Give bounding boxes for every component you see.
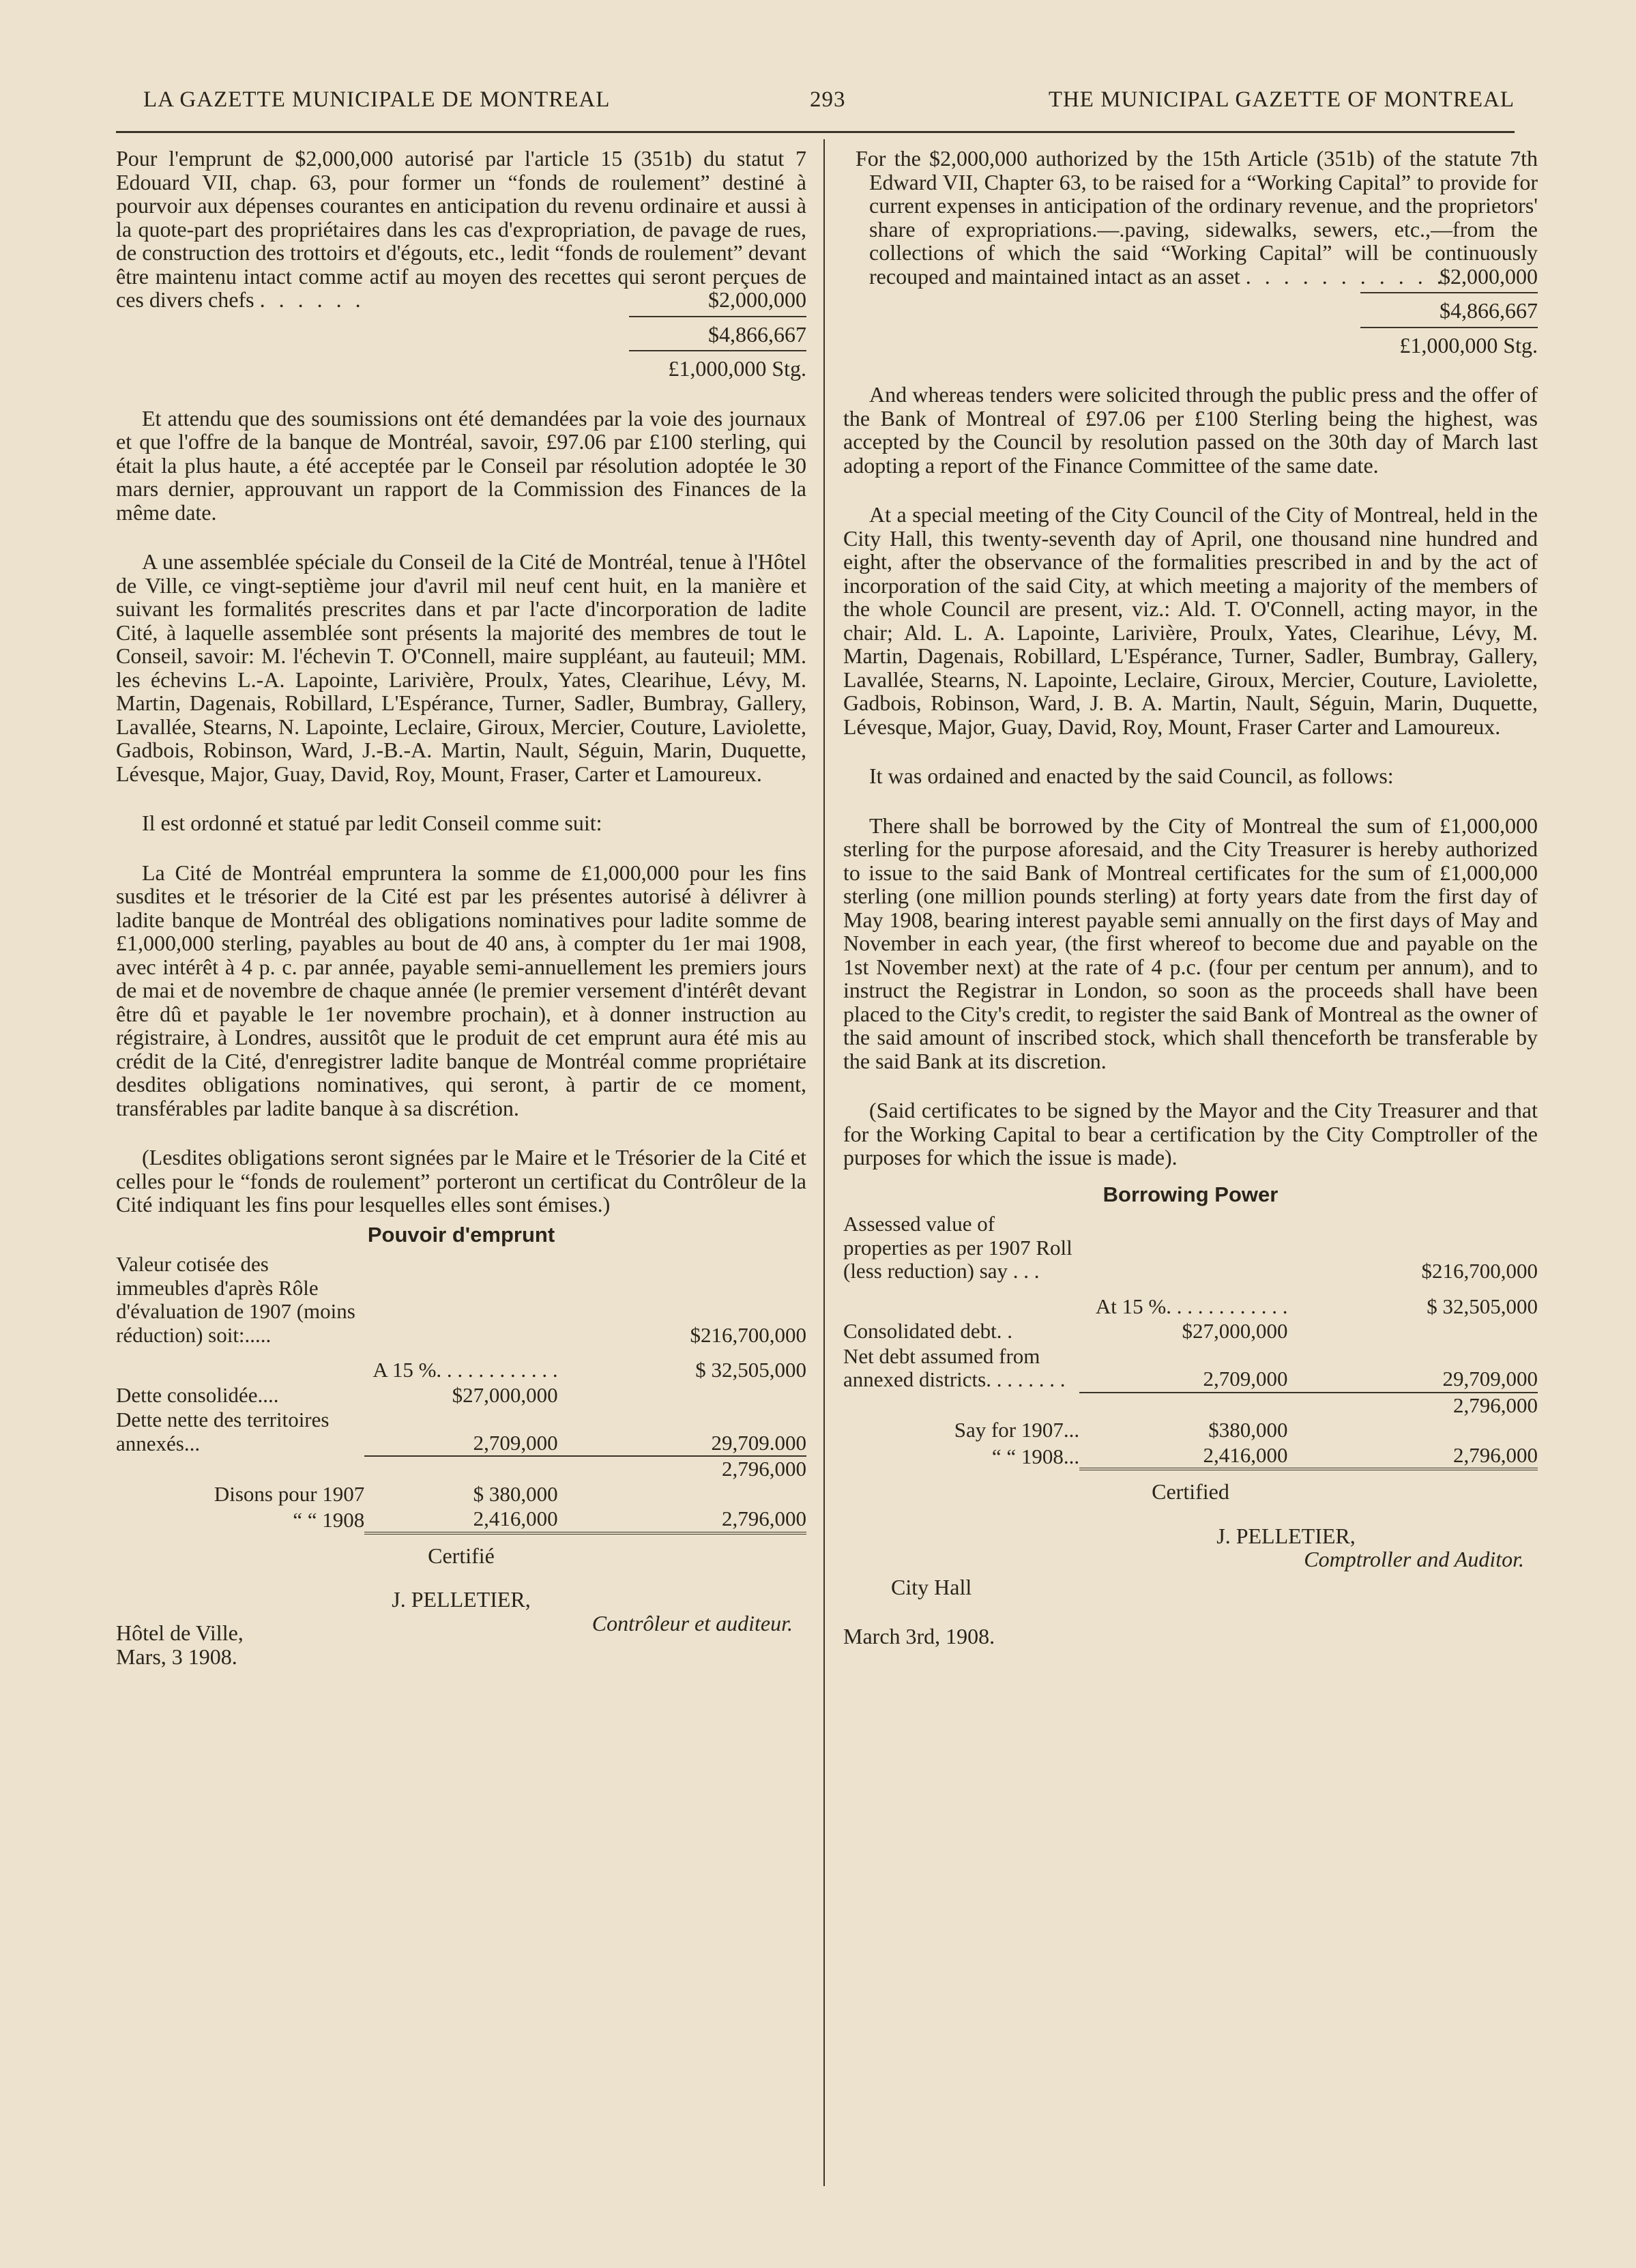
en-certificates-paragraph: (Said certificates to be signed by the Mayor and the City Treasurer and that for the Working Capital to bear a certification by the City Comptroller of the purposes for which the issue is made). <box>843 1098 1538 1169</box>
fr-net-debt-amount: 2,709,000 <box>473 1430 558 1455</box>
page-header <box>116 87 1515 128</box>
fr-loan-amount: $2,000,000 <box>708 287 806 312</box>
fr-consolidated-amount: $27,000,000 <box>452 1382 558 1407</box>
en-say-total: 2,796,000 <box>1453 1442 1538 1467</box>
fr-certificates-paragraph: (Lesdites obligations seront signées par le Maire et le Trésorier de la Cité et celles pour le “fonds de roulement” porteront un certificat du Contrôleur de la Cité indiquant les fins pour lesquelles elles sont émises.) <box>116 1145 806 1217</box>
column-divider <box>823 139 825 2186</box>
fr-total-rule <box>629 316 806 317</box>
french-column <box>116 147 806 1668</box>
fr-stg-rule <box>629 350 806 351</box>
en-consolidated-label: Consolidated debt. . <box>843 1319 1012 1343</box>
en-total-rule <box>1360 292 1538 293</box>
en-loan-text: For the $2,000,000 authorized by the 15th Article (351b) of the statute 7th Edward VII, Chapter 63, to be raised for a “Working Capital” to provide for current expenses in anticipation of the ordinary revenue, and the proprietors' share of expropriations.—.paving, sidewalks, sewers, etc.,—from the collections of which the said “Working Capital” will be continuously recouped and maintained intact as an asset <box>856 146 1538 289</box>
en-certified: Certified <box>1152 1479 1229 1504</box>
header-rule <box>116 131 1515 133</box>
en-say-1907-amount: $380,000 <box>1208 1418 1288 1442</box>
fr-balance: 2,796,000 <box>558 1456 806 1482</box>
fr-loan-paragraph <box>116 147 806 312</box>
en-borrowing-power-title: Borrowing Power <box>1102 1182 1279 1206</box>
en-place: City Hall <box>891 1574 972 1599</box>
fr-say-1907-label: Disons pour 1907 <box>214 1481 365 1506</box>
en-net-debt-total: 29,709,000 <box>1442 1367 1538 1391</box>
header-french-title: LA GAZETTE MUNICIPALE DE MONTREAL <box>143 87 611 112</box>
fr-tenders-paragraph: Et attendu que des soumissions ont été demandées par la voie des journaux et que l'offre de la banque de Montréal, savoir, £97.06 par £100 sterling, qui était la plus haute, a été acceptée par le Conseil par résolution adoptée le 30 mars dernier, approuvant un rapport de la Commission des Finances de la même date. <box>116 405 806 525</box>
fr-percent-label: A 15 %. . . . . . . . . . . . <box>373 1358 558 1382</box>
en-meeting-paragraph: At a special meeting of the City Council of the City of Montreal, held in the City Hall, this twenty-seventh day of April, one thousand nine hundred and eight, after the observance of the formalities prescribed in and by the act of incorporation of the said City, at which meeting a majority of the members of the whole Council are present, viz.: Ald. T. O'Connell, acting mayor, in the chair; Ald. L. A. Lapointe, Larivière, Proulx, Yates, Clearihue, Lévy, M. Martin, Dagenais, Robillard, L'Espérance, Turner, Sadler, Bumbray, Gallery, Lavallée, Stearns, N. Lapointe, Leclaire, Giroux, Mercier, Couture, Laviolette, Gadbois, Robinson, Ward, J. B. A. Martin, Nault, Séguin, Marin, Duquette, Lévesque, Major, Guay, David, Roy, Mount, Fraser Carter and Lamoureux. <box>843 502 1538 739</box>
fr-percent-amount: $ 32,505,000 <box>695 1358 806 1382</box>
fr-net-debt-label: Dette nette des territoires annexés... <box>116 1408 330 1455</box>
en-balance: 2,796,000 <box>1288 1393 1538 1419</box>
fr-loan-text: Pour l'emprunt de $2,000,000 autorisé par l'article 15 (351b) du statut 7 Edouard VII, chap. 63, pour former un “fonds de roulement” destiné à pourvoir aux dépenses courantes en anticipation du revenu ordinaire et aussi à la quote-part des propriétaires dans les cas d'expropriation, de pavage de rues, de construction des trottoirs et d'égouts, etc., ledit “fonds de roulement” devant être maintenu intact comme actif au moyen des recettes qui seront perçues de ces divers chefs <box>116 146 806 312</box>
fr-signer-title: Contrôleur et auditeur. <box>591 1610 793 1635</box>
fr-total: $4,866,667 <box>708 321 806 347</box>
fr-borrow-paragraph: La Cité de Montréal empruntera la somme de £1,000,000 pour les fins susdites et le trésorier de la Cité est par les présentes autorisé à délivrer à ladite banque de Montréal des obligations nominatives pour ladite somme de £1,000,000 sterling, payables au bout de 40 ans, à compter du 1er mai 1908, avec intérêt à 4 p. c. par année, payable semi-annuellement les premiers jours de mai et de novembre de chaque année (le premier versement d'intérêt devant être dû et payable le 1er novembre prochain), et à donner instruction au régistraire, à Londres, aussitôt que le produit de cet emprunt aura été mis au crédit de la Cité, d'enregistrer ladite banque de Montréal comme propriétaire desdites obligations nominatives, qui seront, à partir de ce moment, transférables par ladite banque à sa discrétion. <box>116 860 806 1120</box>
en-say-1908-amount: 2,416,000 <box>1203 1442 1288 1467</box>
fr-consolidated-label: Dette consolidée.... <box>116 1382 279 1407</box>
en-loan-paragraph <box>843 147 1538 288</box>
fr-say-1907-amount: $ 380,000 <box>473 1481 558 1506</box>
fr-valuation-amount: $216,700,000 <box>690 1322 806 1347</box>
en-total: $4,866,667 <box>1440 298 1538 323</box>
en-consolidated-amount: $27,000,000 <box>1182 1319 1288 1343</box>
en-signer-title: Comptroller and Auditor. <box>1304 1547 1524 1571</box>
en-loan-amount: $2,000,000 <box>1440 263 1538 289</box>
en-valuation-amount: $216,700,000 <box>1421 1259 1538 1283</box>
en-percent-amount: $ 32,505,000 <box>1427 1294 1538 1318</box>
en-tenders-paragraph: And whereas tenders were solicited through the public press and the offer of the Bank of Montreal of £97.06 per £100 Sterling being the highest, was accepted by the Council by resolution passed on the 30th day of March last adopting a report of the Finance Committee of the same date. <box>843 382 1538 478</box>
fr-signer-name: J. PELLETIER, <box>392 1587 531 1612</box>
en-percent-label: At 15 %. . . . . . . . . . . . <box>1095 1294 1288 1318</box>
en-say-1907-label: Say for 1907... <box>954 1418 1080 1442</box>
fr-certified: Certifié <box>428 1543 495 1568</box>
en-valuation-label: Assessed value of properties as per 1907 Roll (less reduction) say . . . <box>843 1212 1072 1283</box>
en-ordained-paragraph: It was ordained and enacted by the said Council, as follows: <box>869 764 1394 788</box>
fr-say-total: 2,796,000 <box>722 1507 806 1530</box>
en-leader-dots: . . . . . . . . . . . <box>1245 263 1446 289</box>
en-date: March 3rd, 1908. <box>843 1624 995 1648</box>
page-number: 293 <box>810 87 846 112</box>
fr-place: Hôtel de Ville, <box>116 1620 244 1645</box>
fr-leader-dots: . . . . . . <box>259 287 365 312</box>
fr-sterling-total: £1,000,000 Stg. <box>668 356 806 381</box>
fr-date: Mars, 3 1908. <box>116 1644 237 1669</box>
en-sterling-total: £1,000,000 Stg. <box>1399 332 1538 358</box>
en-net-debt-label: Net debt assumed from annexed districts. . . . . . . . <box>843 1343 1066 1391</box>
en-borrowing-power-table <box>843 1212 1538 1472</box>
fr-say-1908-label: “ “ 1908 <box>293 1508 365 1532</box>
fr-say-1908-amount: 2,416,000 <box>473 1507 558 1530</box>
fr-borrowing-power-title: Pouvoir d'emprunt <box>367 1222 555 1247</box>
fr-net-debt-total: 29,709.000 <box>711 1430 806 1455</box>
fr-valuation-label: Valeur cotisée des immeubles d'après Rôle d'évaluation de 1907 (moins réduction) soit:..... <box>116 1252 355 1347</box>
en-signer-name: J. PELLETIER, <box>1216 1523 1356 1548</box>
en-borrow-paragraph: There shall be borrowed by the City of Montreal the sum of £1,000,000 sterling for the purpose aforesaid, and the City Treasurer is hereby authorized to issue to the said Bank of Montreal certificates for the sum of £1,000,000 sterling (one million pounds sterling) at forty years date from the first day of May 1908, bearing interest payable semi annually on the first days of May and November in each year, (the first whereof to become due and payable on the 1st November next) at the rate of 4 p.c. (four per centum per annum), and to instruct the Registrar in London, so soon as the proceeds shall have been placed to the City's credit, to register the said Bank of Montreal as the owner of the said amount of inscribed stock, which shall thenceforth be transferable by the said Bank at its discretion. <box>843 813 1538 1073</box>
en-net-debt-amount: 2,709,000 <box>1203 1367 1288 1391</box>
en-stg-rule <box>1360 327 1538 328</box>
english-column <box>843 147 1538 1648</box>
header-english-title: THE MUNICIPAL GAZETTE OF MONTREAL <box>1048 87 1515 112</box>
en-say-1908-label: “ “ 1908... <box>991 1444 1080 1468</box>
fr-meeting-paragraph: A une assemblée spéciale du Conseil de la Cité de Montréal, tenue à l'Hôtel de Ville, ce vingt-septième jour d'avril mil neuf cent huit, en la manière et suivant les formalités prescrites dans et par l'acte d'incorporation de ladite Cité, à laquelle assemblée sont présents la majorité des membres de tout le Conseil, savoir: M. l'échevin T. O'Connell, maire suppléant, au fauteuil; MM. les échevins L.-A. Lapointe, Larivière, Proulx, Yates, Clearihue, Lévy, M. Martin, Dagenais, Robillard, L'Espérance, Turner, Sadler, Bumbray, Gallery, Lavallée, Stearns, N. Lapointe, Leclaire, Giroux, Mercier, Couture, Laviolette, Gadbois, Robinson, Ward, J.-B.-A. Martin, Nault, Séguin, Marin, Duquette, Lévesque, Major, Guay, David, Roy, Mount, Fraser, Carter et Lamoureux. <box>116 549 806 786</box>
fr-ordained-paragraph: Il est ordonné et statué par ledit Conseil comme suit: <box>142 811 602 835</box>
fr-borrowing-power-table <box>116 1252 806 1536</box>
